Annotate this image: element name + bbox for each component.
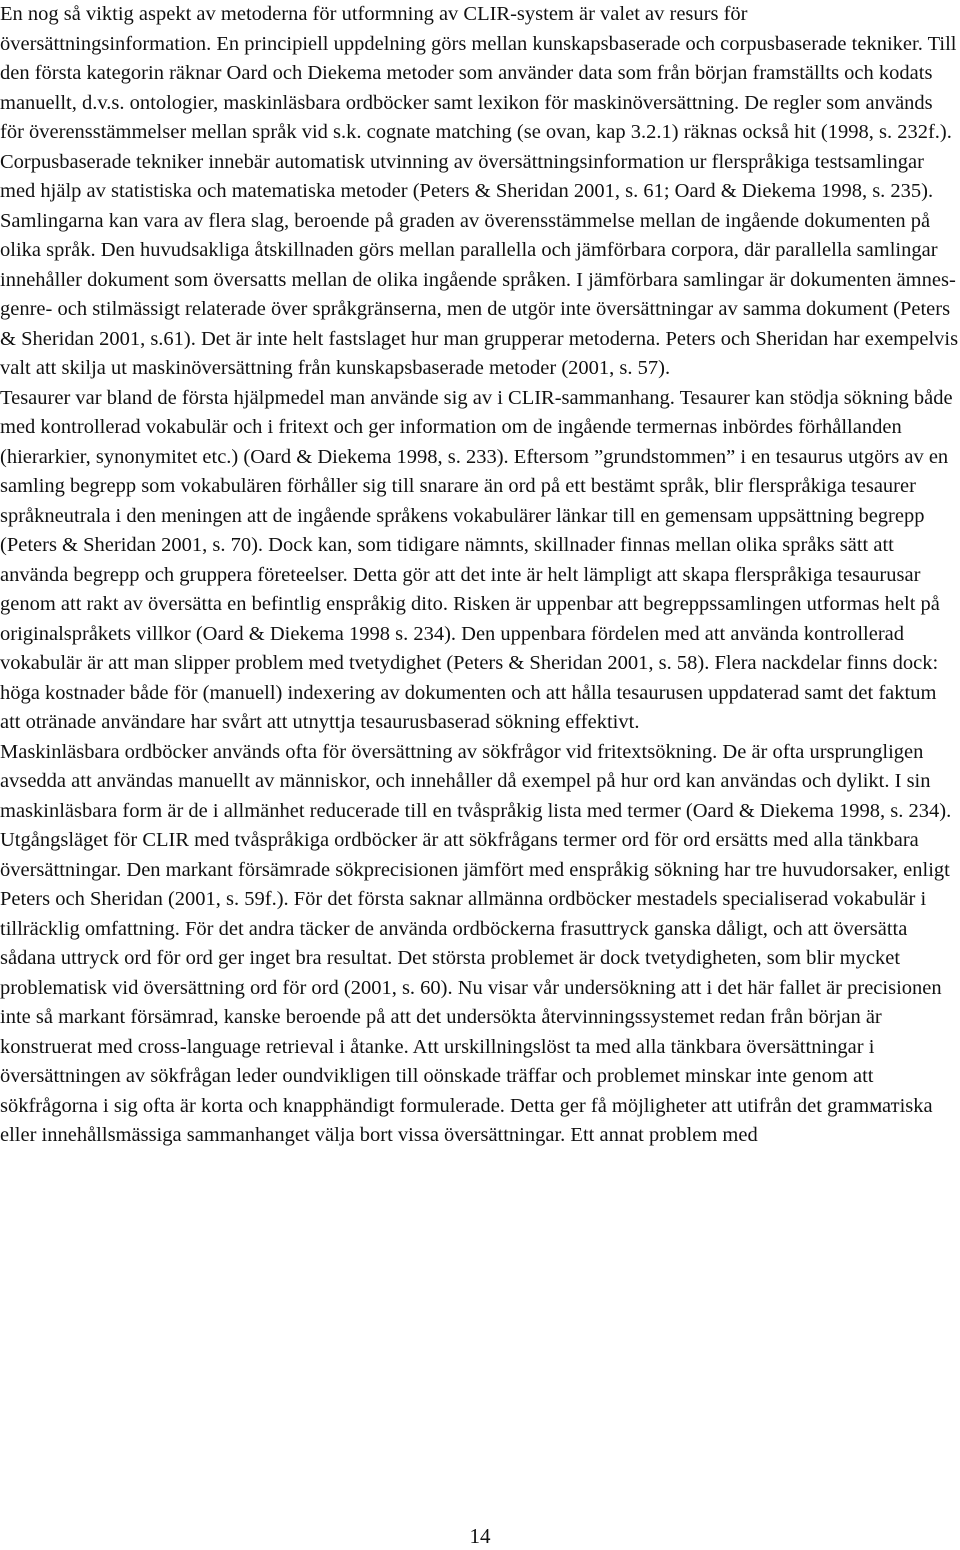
paragraph-thesauri: Tesaurer var bland de första hjälpmedel man använde sig av i CLIR-sammanhang. Tesaurer kan stödja sökning både med kontrollerad vokabulär och i fritext och ger information om de ingående termernas inbördes förhållanden (hierarkier, synonymitet etc.) (Oard & Diekema 1998, s. 233). Eftersom ”grundstommen” i en tesaurus utgörs av en samling begrepp som vokabulären förhåller sig till snarare än ord på ett bestämt språk, blir flerspråkiga tesaurer språkneutrala i den meningen att de ingående språkens vokabulärer länkar till en gemensam uppsättning begrepp (Peters & Sheridan 2001, s. 70). Dock kan, som tidigare nämnts, skillnader finnas mellan olika språks sätt att använda begrepp och gruppera företeelser. Detta gör att det inte är helt lämpligt att skapa flerspråkiga tesaurusar genom att rakt av översätta en befintlig enspråkig dito. Risken är uppenbar att begreppssamlingen utformas helt på originalspråkets villkor (Oard & Diekema 1998 s. 234). Den uppenbara fördelen med att använda kontrollerad vokabulär är att man slipper problem med tvetydighet (Peters & Sheridan 2001, s. 58). Flera nackdelar finns dock: höga kostnader både för (manuell) indexering av dokumenten och att hålla tesaurusen uppdaterad samt det faktum att otränade användare har svårt att utnyttja tesaurusbaserad sökning effektivt. — [0, 386, 953, 733]
page-number: 14 — [469, 1524, 491, 1548]
paragraph-dictionaries: Maskinläsbara ordböcker används ofta för översättning av sökfrågor vid fritextsökning. De är ofta ursprungligen avsedda att användas manuellt av människor, och innehåller då exempel på hur ord kan användas och dylikt. I sin maskinläsbara form är de i allmänhet reducerade till en tvåspråkig lista med termer (Oard & Diekema 1998, s. 234). Utgångsläget för CLIR med tvåspråkiga ordböcker är att sökfrågans termer ord för ord ersätts med alla tänkbara översättningar. Den markant försämrade sökprecisionen jämfört med enspråkig sökning har tre huvudorsaker, enligt Peters och Sheridan (2001, s. 59f.). För det första saknar allmänna ordböcker mestadels specialiserad vokabulär i tillräcklig omfattning. För det andra täcker de använda ordböckerna frasuttryck ganska dåligt, och att översätta sådana uttryck ord för ord ger inget bra resultat. Det största problemet är dock tvetydigheten, som blir mycket problematisk vid översättning ord för ord (2001, s. 60). Nu visar vår undersökning att i det här fallet är precisionen inte så markant försämrad, kanske beroende på att det undersökta återvinningssystemet redan från början är konstruerat med cross-language retrieval i åtanke. Att urskillningslöst ta med alla tänkbara översättningar i översättningen av sökfrågan leder oundvikligen till oönskade träffar och problemet minskar inte genom att sökfrågorna i sig ofta är korta och knapphändigt formulerade. Detta ger få möjligheter att utifrån det gramматiska eller innehållsmässiga sammanhanget välja bort vissa översättningar. Ett annat problem med — [0, 740, 952, 1146]
paragraph-resources: En nog så viktig aspekt av metoderna för utformning av CLIR-system är valet av resurs för översättningsinformation. En principiell uppdelning görs mellan kunskapsbaserade och corpusbaserade tekniker. Till den första kategorin räknar Oard och Diekema metoder som använder data som från början framställts och kodats manuellt, d.v.s. ontologier, maskinläsbara ordböcker samt lexikon för maskinöversättning. De regler som används för överensstämmelser mellan språk vid s.k. cognate matching (se ovan, kap 3.2.1) räknas också hit (1998, s. 232f.). Corpusbaserade tekniker innebär automatisk utvinning av översättningsinformation ur flerspråkiga testsamlingar med hjälp av statistiska och matematiska metoder (Peters & Sheridan 2001, s. 61; Oard & Diekema 1998, s. 235). Samlingarna kan vara av flera slag, beroende på graden av överensstämmelse mellan de ingående dokumenten på olika språk. Den huvudsakliga åtskillnaden görs mellan parallella och jämförbara corpora, där parallella samlingar innehåller dokument som översatts mellan de olika ingående språken. I jämförbara samlingar är dokumenten ämnes- genre- och stilmässigt relaterade över språkgränserna, men de utgör inte översättningar av samma dokument (Peters & Sheridan 2001, s.61). Det är inte helt fastslaget hur man grupperar metoderna. Peters och Sheridan har exempelvis valt att skilja ut maskinöversättning från kunskapsbaserade metoder (2001, s. 57). — [0, 3, 959, 379]
